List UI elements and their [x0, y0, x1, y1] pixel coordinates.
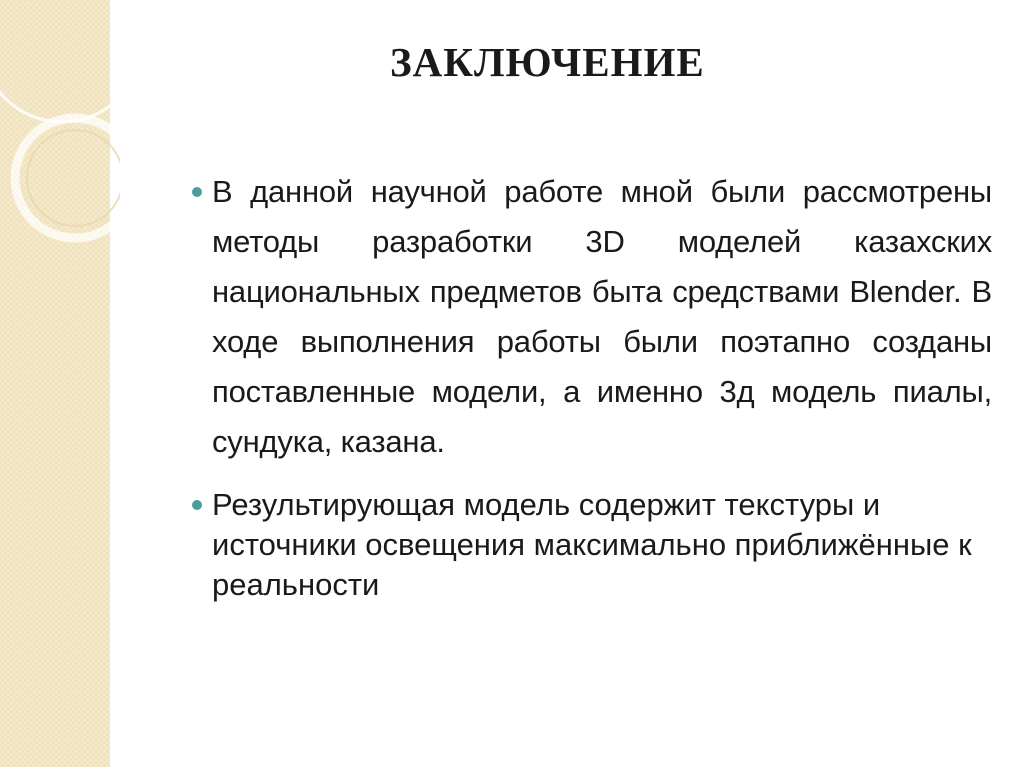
- list-item: [212, 485, 992, 605]
- bullet-text: Результирующая модель содержит текстуры и источники освещения максимально приближённые к реальности: [212, 487, 972, 602]
- bullet-dot-icon: [192, 500, 202, 510]
- slide-content: [212, 167, 992, 605]
- list-item: [212, 167, 992, 467]
- decorative-rings-icon: [0, 0, 120, 767]
- bullet-text: В данной научной работе мной были рассмотрены методы разработки 3D моделей казахских национальных предметов быта средствами Blender. В ходе выполнения работы были поэтапно созданы поставленные модели, а именно 3д модель пиалы, сундука, казана.: [212, 174, 992, 459]
- page-title: ЗАКЛЮЧЕНИЕ: [390, 39, 705, 85]
- bullet-dot-icon: [192, 187, 202, 197]
- decorative-side-band: [0, 0, 110, 767]
